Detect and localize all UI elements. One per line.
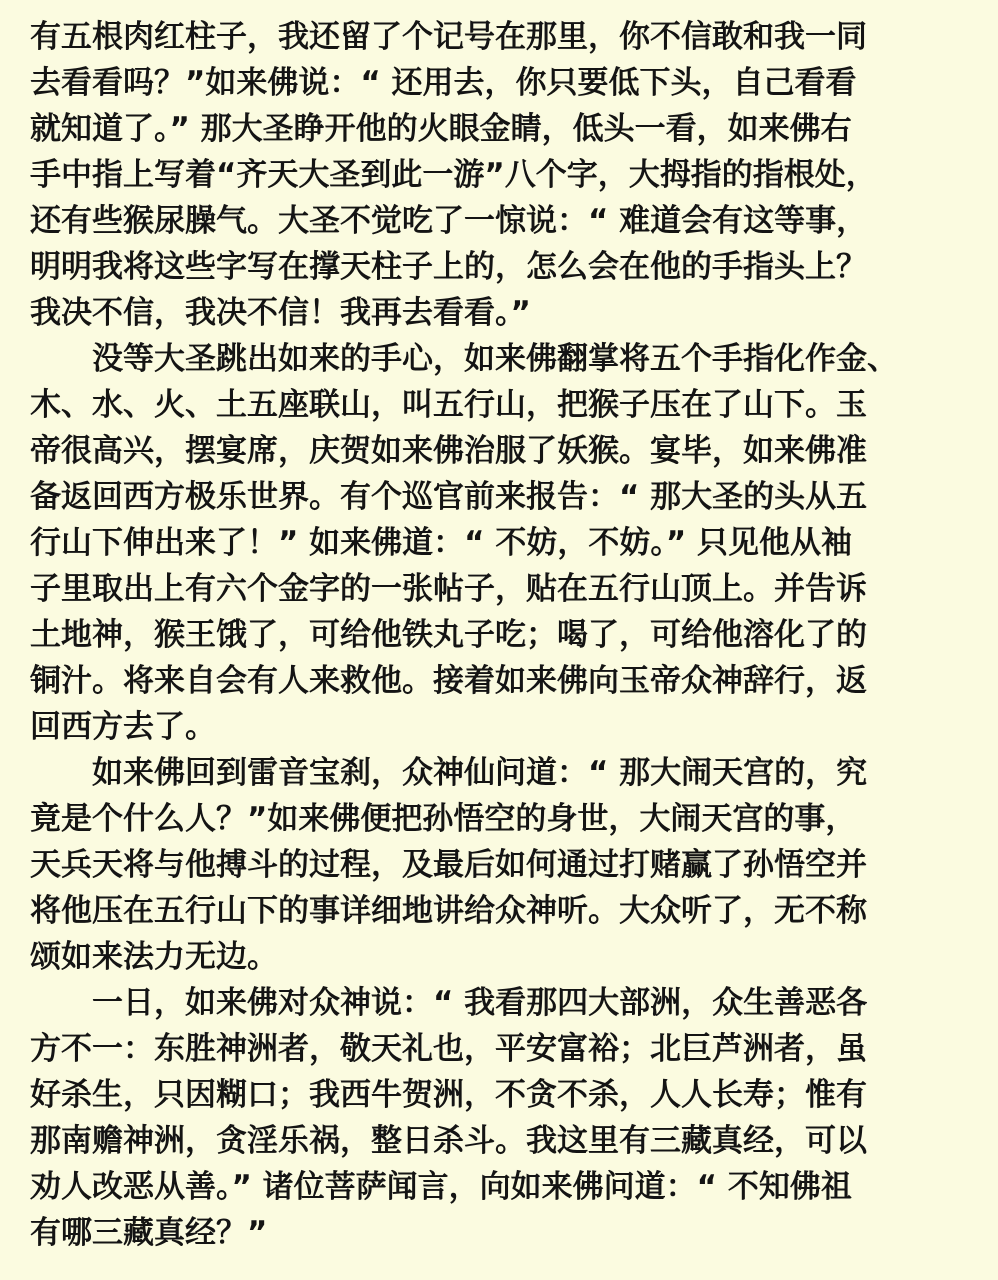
paragraph-2: 没等大圣跳出如来的手心，如来佛翻掌将五个手指化作金、 木、水、火、土五座联山，叫五行山，把猴子压在了山下。玉 帝很高兴，摆宴席，庆贺如来佛治服了妖猴。宴毕，如来佛准 备返回西方极乐世界。有个巡官前来报告：“ 那大圣的头从五 行山下伸出来了！” 如来佛道：“ 不妨，不妨。” 只见他从袖 子里取出上有六个金字的一张帖子，贴在五行山顶上。并告诉 土地神，猴王饿了，可给他铁丸子吃；喝了，可给他溶化了的 铜汁。将来自会有人来救他。接着如来佛向玉帝众神辞行，返 回西方去了。 bbox=[30, 341, 898, 745]
paragraph-3: 如来佛回到雷音宝刹，众神仙问道：“ 那大闹天宫的，究 竟是个什么人？”如来佛便把孙悟空的身世，大闹天宫的事， 天兵天将与他搏斗的过程，及最后如何通过打赌赢了孙悟空并 将他压在五行山下的事详细地讲给众神听。大众听了，无不称 颂如来法力无边。 bbox=[30, 755, 868, 975]
paragraph-1: 有五根肉红柱子，我还留了个记号在那里，你不信敢和我一同 去看看吗？”如来佛说：“ 还用去，你只要低下头，自己看看 就知道了。” 那大圣睁开他的火眼金睛，低头一看，如来佛右 手中指上写着“齐天大圣到此一游”八个字，大拇指的指根处， 还有些猴尿臊气。大圣不觉吃了一惊说：“ 难道会有这等事， 明明我将这些字写在撑天柱子上的，怎么会在他的手指头上？ 我决不信，我决不信！我再去看看。” bbox=[30, 19, 877, 331]
paragraph-4: 一日，如来佛对众神说：“ 我看那四大部洲，众生善恶各 方不一：东胜神洲者，敬天礼也，平安富裕；北巨芦洲者，虽 好杀生，只因糊口；我西牛贺洲，不贪不杀，人人长寿；惟有 那南赡神洲，贪淫乐祸，整日杀斗。我这里有三藏真经，可以 劝人改恶从善。” 诸位菩萨闻言，向如来佛问道：“ 不知佛祖 有哪三藏真经？” bbox=[30, 985, 868, 1251]
